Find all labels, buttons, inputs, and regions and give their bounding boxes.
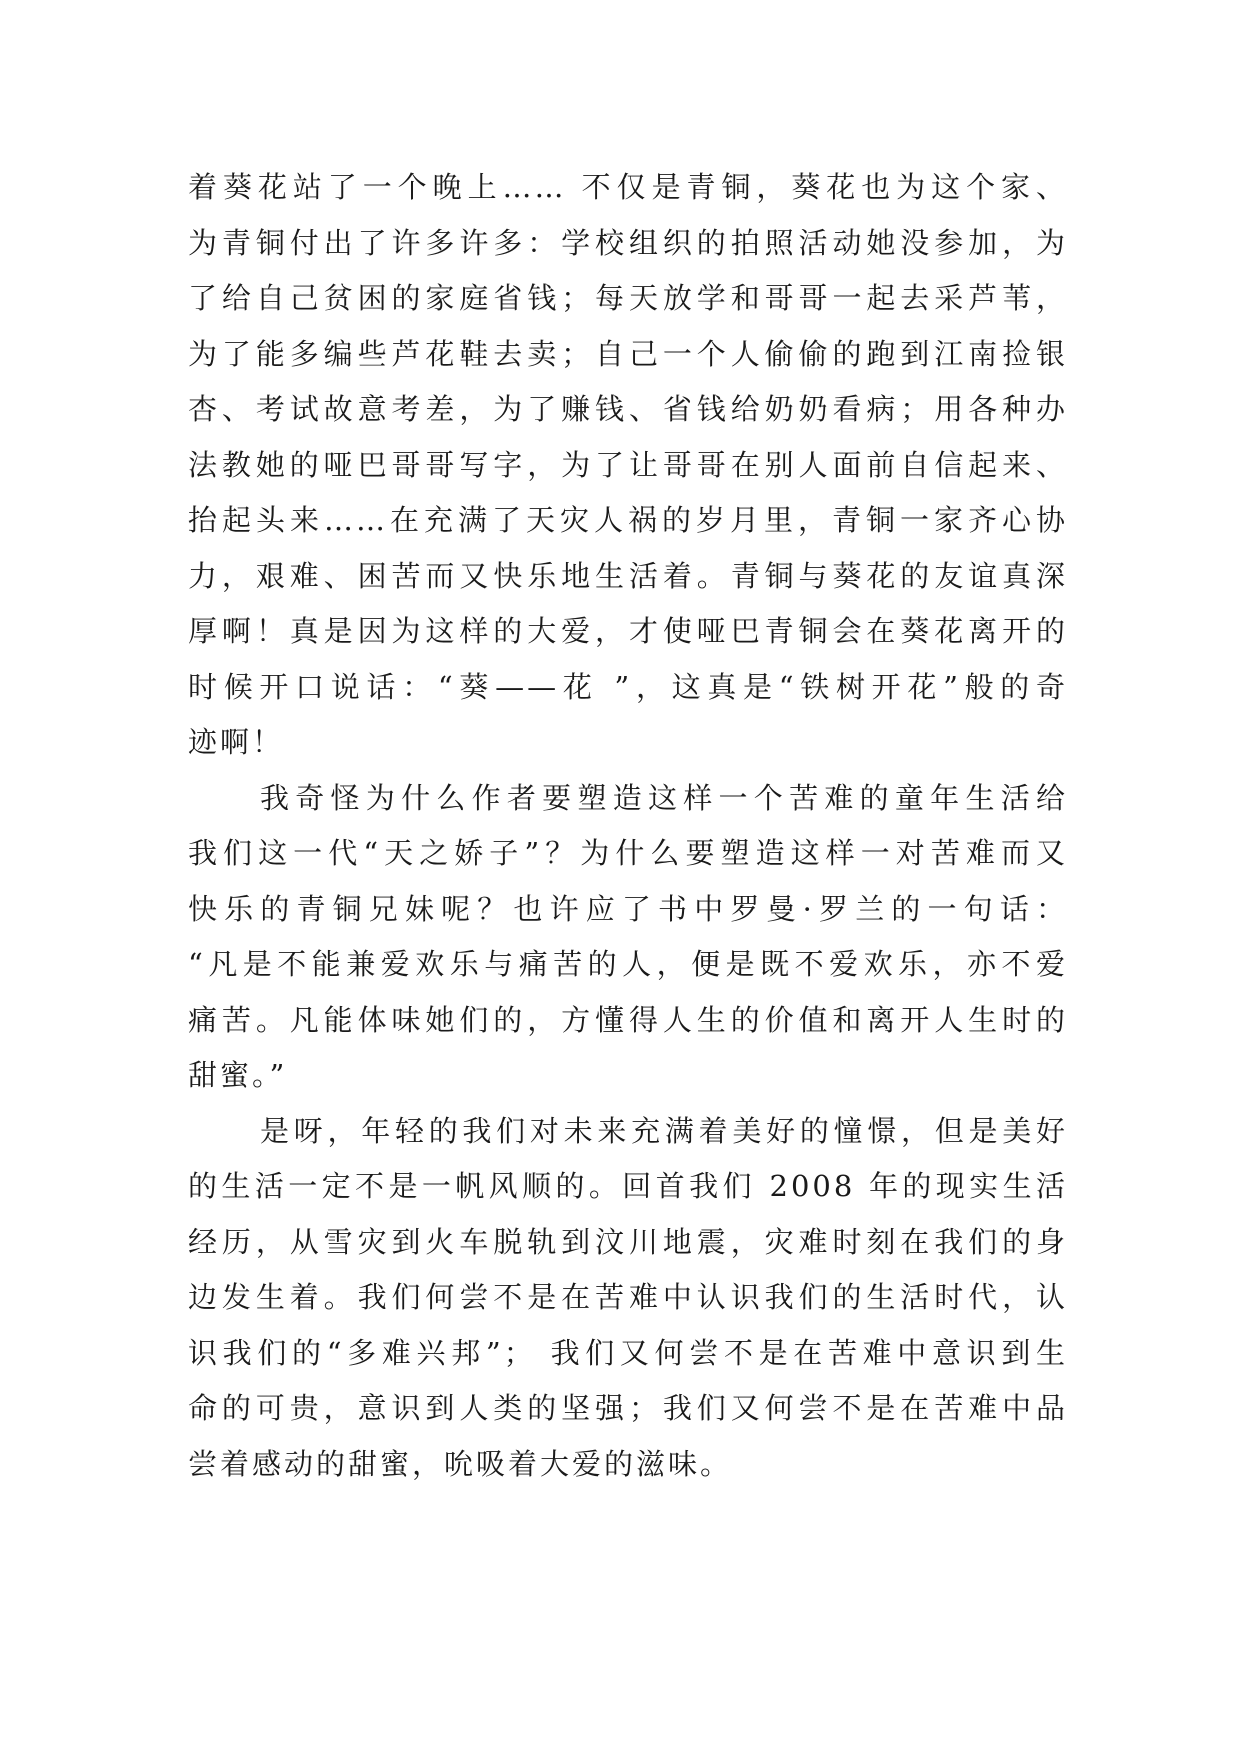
text-line: 快乐的青铜兄妹呢？也许应了书中罗曼·罗兰的一句话： xyxy=(188,891,1068,926)
text-line: “凡是不能兼爱欢乐与痛苦的人，便是既不爱欢乐，亦不爱 xyxy=(188,947,1068,981)
text-line: 法教她的哑巴哥哥写字，为了让哥哥在别人面前自信起来、 xyxy=(188,447,1068,482)
text-line: 边发生着。我们何尝不是在苦难中认识我们的生活时代，认 xyxy=(188,1280,1068,1314)
text-line: 痛苦。凡能体味她们的，方懂得人生的价值和离开人生时的 xyxy=(188,1002,1068,1037)
text-line: 识我们的“多难兴邦”； 我们又何尝不是在苦难中意识到生 xyxy=(188,1335,1068,1370)
text-line: 迹啊！ xyxy=(188,725,285,759)
text-line: 力，艰难、困苦而又快乐地生活着。青铜与葵花的友谊真深 xyxy=(188,558,1068,593)
text-line: 厚啊！真是因为这样的大爱，才使哑巴青铜会在葵花离开的 xyxy=(188,614,1068,648)
text-line: 的生活一定不是一帆风顺的。回首我们 2008 年的现实生活 xyxy=(188,1169,1068,1203)
document-body xyxy=(188,160,1068,1492)
text-line: 抬起头来……在充满了天灾人祸的岁月里，青铜一家齐心协 xyxy=(188,503,1068,537)
paragraph-first-line: 我奇怪为什么作者要塑造这样一个苦难的童年生活给 xyxy=(260,780,1068,815)
text-line: 为青铜付出了许多许多：学校组织的拍照活动她没参加，为 xyxy=(188,225,1068,260)
text-line: 杏、考试故意考差，为了赚钱、省钱给奶奶看病；用各种办 xyxy=(188,392,1068,426)
text-line: 了给自己贫困的家庭省钱；每天放学和哥哥一起去采芦苇， xyxy=(188,281,1068,315)
text-line: 甜蜜。” xyxy=(188,1058,288,1092)
text-line: 为了能多编些芦花鞋去卖；自己一个人偷偷的跑到江南捡银 xyxy=(188,336,1068,371)
text-line: 尝着感动的甜蜜，吮吸着大爱的滋味。 xyxy=(188,1446,733,1481)
text-line: 时候开口说话：“葵——花 ”，这真是“铁树开花”般的奇 xyxy=(188,669,1068,704)
text-line: 命的可贵，意识到人类的坚强；我们又何尝不是在苦难中品 xyxy=(188,1391,1068,1425)
text-line: 经历，从雪灾到火车脱轨到汶川地震，灾难时刻在我们的身 xyxy=(188,1224,1068,1259)
paragraph-first-line: 是呀，年轻的我们对未来充满着美好的憧憬，但是美好 xyxy=(260,1113,1068,1148)
text-line: 我们这一代“天之娇子”？为什么要塑造这样一对苦难而又 xyxy=(188,836,1068,870)
text-line: 着葵花站了一个晚上…… 不仅是青铜，葵花也为这个家、 xyxy=(188,170,1068,204)
